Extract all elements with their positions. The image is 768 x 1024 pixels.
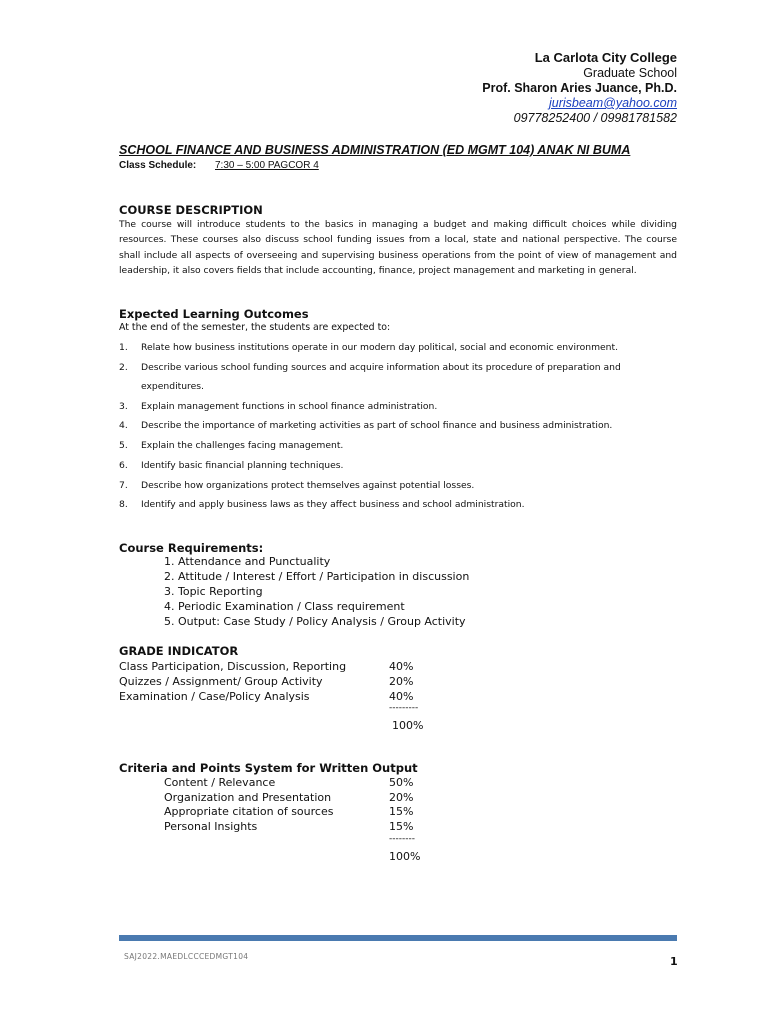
criteria-separator: -------- — [389, 834, 415, 844]
criteria-total: 100% — [389, 850, 421, 863]
grade-total: 100% — [392, 719, 424, 732]
requirement-item: 1. Attendance and Punctuality — [164, 555, 331, 568]
requirement-item: 3. Topic Reporting — [164, 585, 263, 598]
criteria-row-label: Appropriate citation of sources — [164, 805, 334, 818]
list-text: Describe the importance of marketing activities as part of school finance and business administration. — [141, 420, 613, 431]
criteria-row-label: Content / Relevance — [164, 776, 276, 789]
list-text: Describe various school funding sources and acquire information about its procedure of preparation and — [141, 362, 621, 373]
outcomes-heading: Expected Learning Outcomes — [119, 307, 309, 321]
list-number: 7. — [119, 480, 128, 491]
schedule-value: 7:30 – 5:00 PAGCOR 4 — [215, 160, 319, 171]
list-number: 1. — [119, 342, 128, 353]
list-text: Explain the challenges facing management. — [141, 440, 344, 451]
grade-row-label: Class Participation, Discussion, Reporting — [119, 660, 347, 673]
grade-heading: GRADE INDICATOR — [119, 644, 239, 658]
requirement-item: 5. Output: Case Study / Policy Analysis / Group Activity — [164, 615, 466, 628]
grade-row-label: Examination / Case/Policy Analysis — [119, 690, 310, 703]
requirements-heading: Course Requirements: — [119, 541, 264, 555]
list-number: 8. — [119, 499, 128, 510]
course-description-heading: COURSE DESCRIPTION — [119, 203, 263, 217]
school-name: Graduate School — [583, 66, 677, 80]
list-text: Identify and apply business laws as they affect business and school administration. — [141, 499, 525, 510]
list-text: expenditures. — [141, 381, 204, 392]
criteria-row-label: Personal Insights — [164, 820, 258, 833]
grade-separator: --------- — [389, 703, 419, 713]
footer-rule — [119, 935, 677, 941]
list-text: Identify basic financial planning techniques. — [141, 460, 344, 471]
grade-row-label: Quizzes / Assignment/ Group Activity — [119, 675, 323, 688]
professor-name: Prof. Sharon Aries Juance, Ph.D. — [482, 81, 677, 95]
schedule-label: Class Schedule: — [119, 160, 197, 171]
grade-row-value: 40% — [389, 660, 414, 673]
list-text: Explain management functions in school finance administration. — [141, 401, 438, 412]
list-number: 3. — [119, 401, 128, 412]
grade-row-value: 20% — [389, 675, 414, 688]
grade-row-value: 40% — [389, 690, 414, 703]
criteria-row-value: 50% — [389, 776, 414, 789]
page-number: 1 — [670, 955, 678, 968]
criteria-row-label: Organization and Presentation — [164, 791, 332, 804]
outcomes-intro: At the end of the semester, the students are expected to: — [119, 322, 391, 333]
list-number: 6. — [119, 460, 128, 471]
footer-code: SAJ2022.MAEDLCCCEDMGT104 — [124, 952, 249, 961]
college-name: La Carlota City College — [534, 50, 677, 65]
list-number: 5. — [119, 440, 128, 451]
email-link[interactable]: jurisbeam@yahoo.com — [548, 96, 677, 110]
requirement-item: 2. Attitude / Interest / Effort / Participation in discussion — [164, 570, 470, 583]
course-description-text: The course will introduce students to the basics in managing a budget and making difficult choices while dividing resources. These courses also discuss school funding issues from a local, state and national perspective. The course shall include all aspects of overseeing and supervising business operations from the point of view of management and leadership, it also covers fields that include accounting, finance, project management and marketing in general. — [119, 219, 677, 276]
list-number: 2. — [119, 362, 128, 373]
criteria-row-value: 20% — [389, 791, 414, 804]
criteria-heading: Criteria and Points System for Written Output — [119, 761, 418, 775]
phone-numbers: 09778252400 / 09981781582 — [513, 111, 677, 125]
list-number: 4. — [119, 420, 128, 431]
criteria-row-value: 15% — [389, 805, 414, 818]
criteria-row-value: 15% — [389, 820, 414, 833]
list-text: Relate how business institutions operate in our modern day political, social and economic environment. — [141, 342, 619, 353]
requirement-item: 4. Periodic Examination / Class requirement — [164, 600, 405, 613]
list-text: Describe how organizations protect themselves against potential losses. — [141, 480, 475, 491]
course-title: SCHOOL FINANCE AND BUSINESS ADMINISTRATION (ED MGMT 104) ANAK NI BUMA — [119, 143, 631, 157]
